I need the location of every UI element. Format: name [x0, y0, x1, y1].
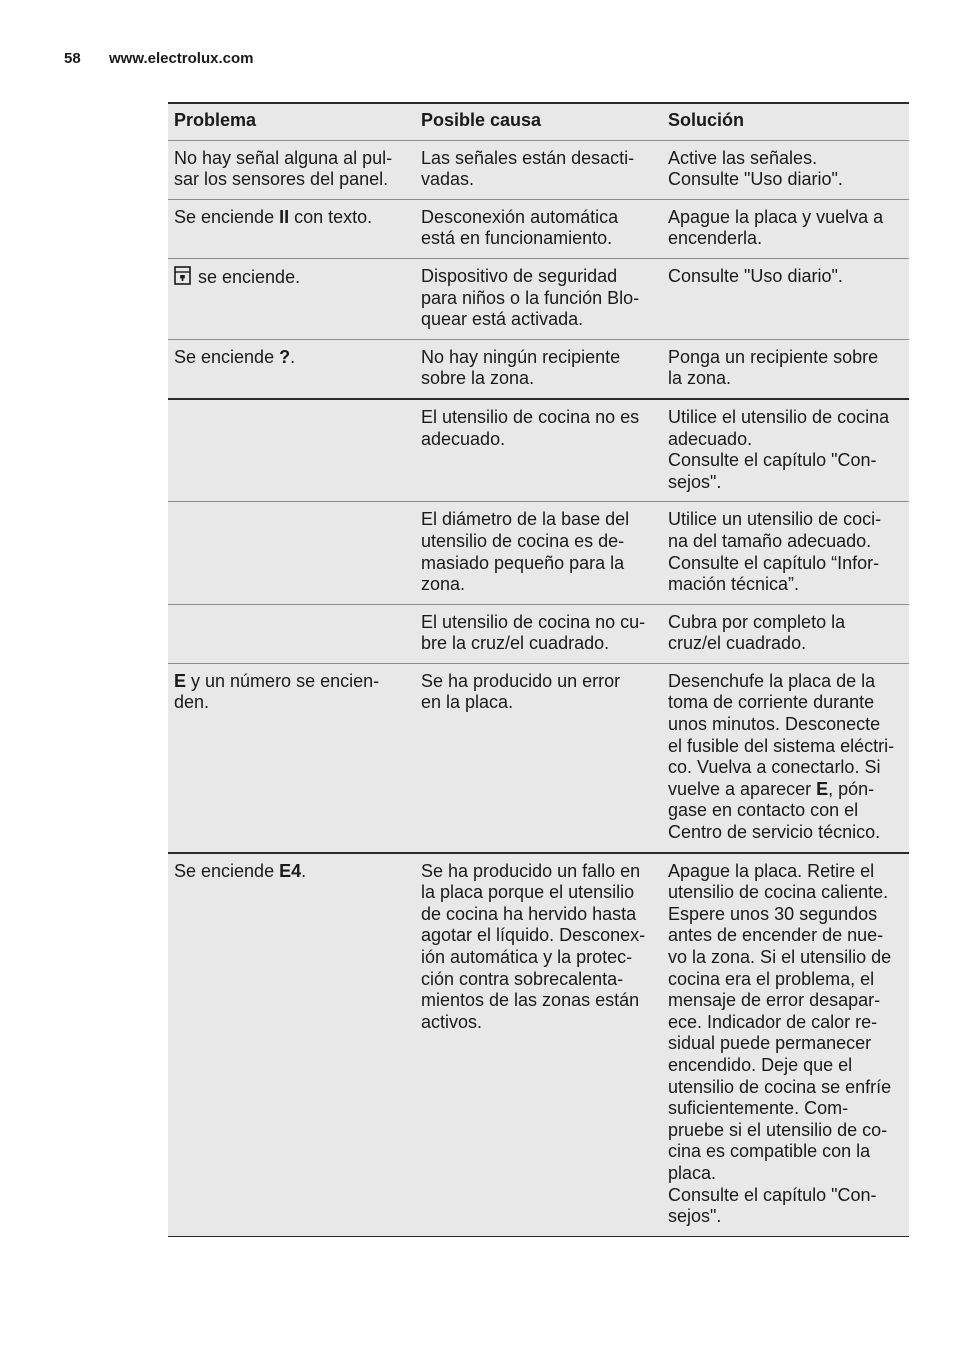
- column-header-cause: Posible causa: [421, 110, 542, 130]
- solution-cell: Active las señales. Consulte "Uso diario".: [668, 147, 843, 190]
- page-number: 58: [64, 50, 81, 67]
- cause-cell: El utensilio de cocina no es adecuado.: [421, 406, 640, 449]
- table-row: [168, 258, 909, 339]
- display-symbol: II: [279, 206, 290, 227]
- table-row: [168, 140, 909, 199]
- display-symbol: E: [816, 778, 829, 799]
- table-row: [168, 853, 909, 1237]
- cause-cell: Se ha producido un error en la placa.: [421, 670, 621, 713]
- problem-cell: [168, 502, 415, 604]
- problem-cell: [168, 604, 415, 663]
- cause-cell: El diámetro de la base del utensilio de cocina es de- masiado pequeño para la zona.: [421, 509, 630, 595]
- table-row: [168, 604, 909, 663]
- cause-cell: No hay ningún recipiente sobre la zona.: [421, 346, 621, 389]
- problem-cell: Se enciende E4.: [174, 860, 307, 881]
- display-symbol: E4: [279, 860, 302, 881]
- solution-cell: Apague la placa. Retire el utensilio de cocina caliente. Espere unos 30 segundos antes de encender de nue- vo la zona. Si el utensilio de cocina era el problema, el mensaje de error desapar- ece. Indicador de calor re- sidual puede permanecer encendido. Deje que el utensilio de cocina se enfríe suficientemente. Com- pruebe si el utensilio de co- cina es compatible con la placa. Consulte el capítulo "Con- sejos".: [668, 860, 892, 1227]
- table-row: [168, 663, 909, 852]
- site-url: www.electrolux.com: [109, 50, 254, 67]
- child-lock-icon: [174, 266, 191, 285]
- cause-cell: Dispositivo de seguridad para niños o la función Blo- quear está activada.: [421, 265, 640, 330]
- table-row: [168, 339, 909, 399]
- display-symbol: ?: [279, 346, 291, 367]
- column-header-problem: Problema: [174, 110, 257, 130]
- problem-cell: Se enciende ?.: [174, 346, 296, 367]
- cause-cell: Las señales están desacti- vadas.: [421, 147, 635, 190]
- table-row: [168, 399, 909, 502]
- solution-cell: Utilice un utensilio de coci- na del tamaño adecuado. Consulte el capítulo “Infor- mación técnica”.: [668, 509, 882, 595]
- problem-cell: se enciende.: [168, 258, 415, 339]
- cause-cell: Se ha producido un fallo en la placa porque el utensilio de cocina ha hervido hasta agotar el líquido. Desconex- ión automática y la protec- ción contra sobrecalenta- mientos de las zonas están activos.: [421, 860, 646, 1032]
- solution-cell: Cubra por completo la cruz/el cuadrado.: [668, 611, 846, 654]
- solution-cell: Consulte "Uso diario".: [668, 265, 843, 286]
- troubleshooting-table: [168, 102, 909, 1237]
- problem-cell: E y un número se encien- den.: [174, 670, 380, 713]
- page-header: [64, 50, 254, 67]
- solution-cell: Desenchufe la placa de la toma de corriente durante unos minutos. Desconecte el fusible del sistema eléctri- co. Vuelva a conectarlo. Si vuelve a aparecer E, pón- gase en contacto con el Centro de servicio técnico.: [668, 670, 895, 843]
- problem-cell: [168, 399, 415, 502]
- display-symbol: E: [174, 670, 187, 691]
- solution-cell: Utilice el utensilio de cocina adecuado. Consulte el capítulo "Con- sejos".: [668, 406, 890, 492]
- problem-cell: No hay señal alguna al pul- sar los sensores del panel.: [174, 147, 393, 190]
- column-header-solution: Solución: [668, 110, 744, 130]
- table-row: [168, 199, 909, 258]
- cause-cell: El utensilio de cocina no cu- bre la cruz/el cuadrado.: [421, 611, 646, 654]
- problem-cell: Se enciende II con texto.: [174, 206, 373, 227]
- cause-cell: Desconexión automática está en funcionamiento.: [421, 206, 619, 249]
- solution-cell: Apague la placa y vuelva a encenderla.: [668, 206, 884, 249]
- solution-cell: Ponga un recipiente sobre la zona.: [668, 346, 879, 389]
- table-row: [168, 502, 909, 604]
- table-header-row: [168, 103, 909, 140]
